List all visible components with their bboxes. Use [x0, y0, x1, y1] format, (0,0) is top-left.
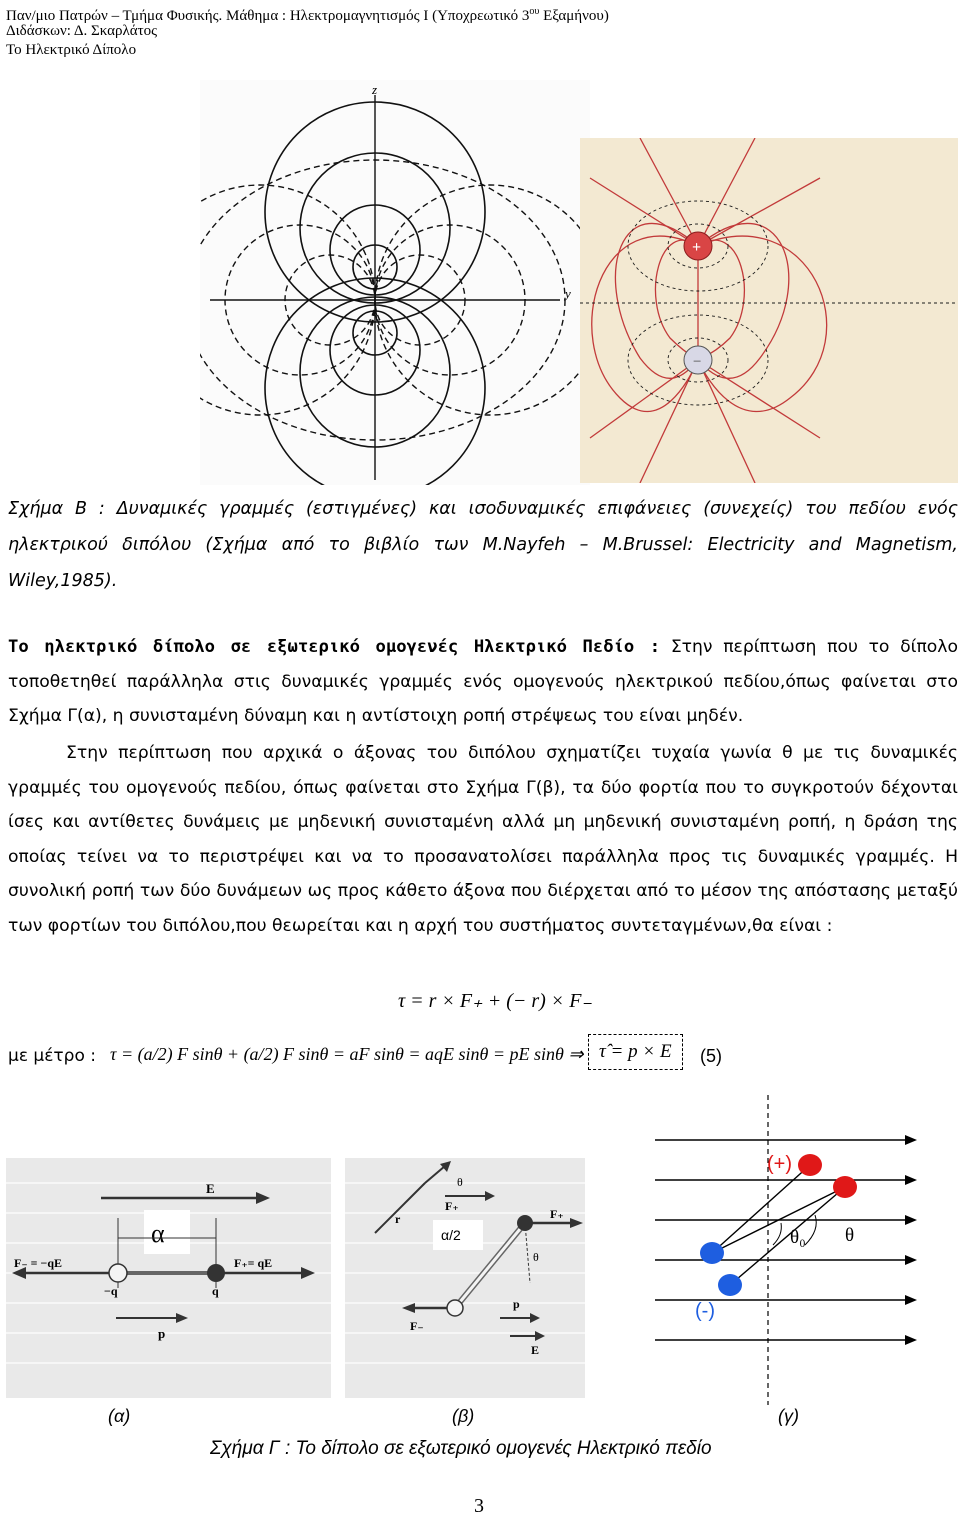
force-minus-label: F₋ = −qE [14, 1256, 63, 1270]
header-course: Παν/μιο Πατρών – Τμήμα Φυσικής. Μάθημα : Ηλεκτρομαγνητισμός Ι (Υποχρεωτικό $3^{o\upsilon}$ Εξαμήνου) [6, 6, 609, 24]
dipole-moment-label-b: p [513, 1297, 520, 1311]
r-label: r [395, 1212, 401, 1226]
dipole-moment-label-a: p [158, 1326, 166, 1341]
charge-pos-label: q [212, 1284, 219, 1298]
charge-neg-label: −q [104, 1284, 118, 1298]
caption-figure-b: Σχήμα Β : Δυναμικές γραμμές (εστιγμένες) και ισοδυναμικές επιφάνειες (συνεχείς) του πεδίου ενός ηλεκτρικού διπόλου (Σχήμα από το βιβλίο των M.Nayfeh – M.Brussel: Electricity and Magnetism, Wiley,1985). [8, 499, 958, 591]
torque-result-box: τ̂ = p × E [588, 1034, 683, 1070]
field-label-b: E [531, 1343, 540, 1357]
paragraph-uniform-field: Το ηλεκτρικό δίπολο σε εξωτερικό ομογενές Ηλεκτρικό Πεδίο : Στην περίπτωση που το δίπολο τοποθετηθεί παράλληλα στις δυναμικές γραμμές ενός ομογενούς ηλεκτρικού πεδίου,όπως φαίνεται στο Σχήμα Γ(α), η συνισταμένη δύναμη και η αντίστοιχη ροπή στρέψεως του είναι μηδέν. [8, 637, 958, 727]
theta-label-b2: θ [533, 1250, 539, 1264]
theta-label-b: θ [457, 1175, 463, 1189]
plus-charge-label: (+) [767, 1153, 792, 1175]
equation-number: (5) [700, 1046, 722, 1066]
force-plus-label-b: F₊ [550, 1207, 564, 1221]
paragraph-torque: Στην περίπτωση που αρχικά ο άξονας του διπόλου σχηματίζει τυχαία γωνία θ με τις δυναμικές γραμμές του ομογενούς πεδίου, όπως φαίνεται στο Σχήμα Γ(β), τα δύο φορτία που το συγκροτούν δέχονται ίσες και αντίθετες δυνάμεις με μηδενική συνισταμένη αλλά μη μηδενική συνισταμένη ροπή, η δράση της οποίας τείνει να το περιστρέψει και να το προσανατολίσει παράλληλα προς τις δυναμικές γραμμές. Η συνολική ροπή των δύο δυνάμεων ως προς κάθετο άξονα που διέρχεται από το μέσον της απόστασης μεταξύ των φορτίων του διπόλου,που θεωρείται και η αρχή του συστήματος συντεταγμένων,θα είναι : [8, 743, 958, 936]
svg-text:F₊: F₊ [445, 1199, 459, 1213]
figure-gamma-a [6, 1158, 331, 1398]
alpha-label: α [151, 1219, 165, 1248]
page-number: 3 [474, 1495, 484, 1517]
figure-gamma-c [655, 1095, 960, 1405]
torque-magnitude-equation: τ = (a/2) F sinθ + (a/2) F sinθ = aF sinθ = aqE sinθ = pE sinθ ⇒ [110, 1044, 584, 1064]
header-topic: Το Ηλεκτρικό Δίπολο [6, 42, 137, 58]
minus-charge-label: (-) [695, 1300, 715, 1322]
force-minus-label-b: F₋ [410, 1319, 424, 1333]
header-instructor: Διδάσκων: Δ. Σκαρλάτος [6, 23, 158, 39]
theta0-label: θ₀ [790, 1227, 806, 1248]
subcaption-b: (β) [452, 1406, 475, 1426]
z-axis-label: z [372, 82, 378, 97]
dipole-field-figure-color [580, 138, 958, 483]
svg-text:+: + [692, 239, 702, 256]
dipole-field-figure-bw [200, 80, 590, 485]
y-axis-label: y [565, 286, 571, 301]
subcaption-a: (α) [108, 1406, 131, 1426]
theta-label-c: θ [845, 1225, 855, 1246]
caption-figure-gamma: Σχήμα Γ : Το δίπολο σε εξωτερικό ομογενές Ηλεκτρικό πεδίο [210, 1438, 712, 1459]
subcaption-c: (γ) [778, 1406, 799, 1426]
half-alpha-label: α/2 [441, 1227, 461, 1243]
svg-text:−: − [693, 354, 702, 370]
figure-gamma-b [345, 1158, 585, 1398]
force-plus-label: F₊= qE [234, 1256, 273, 1270]
magnitude-label: με μέτρο : [8, 1046, 96, 1066]
torque-vector-equation: τ = r × F₊ + (− r) × F₋ [398, 990, 593, 1012]
field-label-a: E [206, 1181, 215, 1196]
